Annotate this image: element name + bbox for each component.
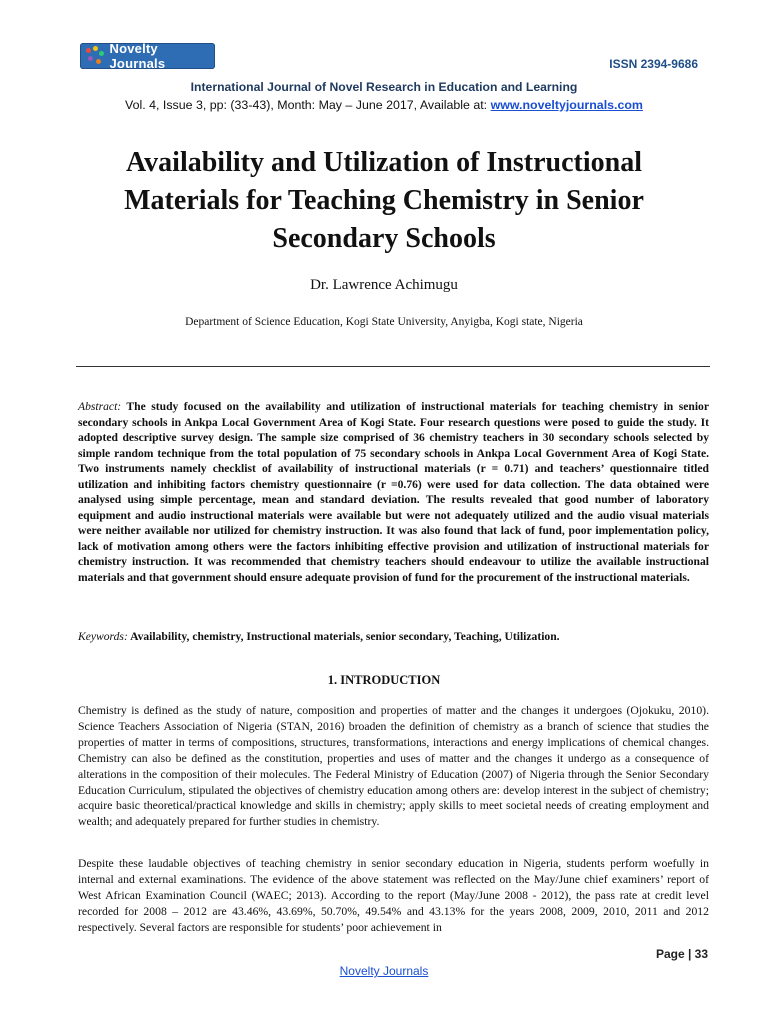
page-number: Page | 33 (655, 947, 708, 961)
abstract-label: Abstract: (78, 400, 122, 413)
journal-url-link[interactable]: www.noveltyjournals.com (490, 98, 643, 112)
logo-text: Novelty Journals (109, 41, 166, 71)
abstract (78, 399, 709, 585)
volume-line (0, 98, 768, 112)
footer-publisher-link[interactable]: Novelty Journals (339, 964, 429, 978)
logo-dots-icon (84, 45, 106, 67)
affiliation: Department of Science Education, Kogi State University, Anyigba, Kogi state, Nigeria (185, 316, 583, 328)
journal-title: International Journal of Novel Research in Education and Learning (190, 80, 578, 94)
paper-title: Availability and Utilization of Instructional Materials for Teaching Chemistry in Senior Secondary Schools (124, 147, 644, 254)
volume-text: Vol. 4, Issue 3, pp: (33-43), Month: May – June 2017, Available at: (125, 98, 491, 112)
keywords (78, 630, 709, 643)
section-heading: 1. INTRODUCTION (327, 673, 441, 687)
author: Dr. Lawrence Achimugu (310, 277, 458, 293)
keywords-text: Availability, chemistry, Instructional materials, senior secondary, Teaching, Utilization. (127, 630, 560, 643)
keywords-label: Keywords: (78, 630, 128, 643)
abstract-text: The study focused on the availability and utilization of instructional materials for teaching chemistry in senior secondary schools in Ankpa Local Government Area of Kogi State. Four research questions were posed to guide the study. It adopted descriptive survey design. The sample size comprised of 36 chemistry teachers in 30 secondary schools selected by simple random technique from the total population of 75 secondary schools in Ankpa Local Government Area of Kogi State. Two instruments namely checklist of availability of instructional materials (r = 0.71) and teachers’ questionnaire titled utilization and inhibiting factors chemistry questionnaire (r =0.76) were used for data collection. The data obtained were analysed using simple percentage, mean and standard deviation. The results revealed that good number of laboratory equipment and audio instructional materials were available but were not adequately utilized and the audio visual materials were neither available nor utilized for chemistry instruction. It was also found that lack of fund, poor implementation policy, lack of motivation among others were the factors inhibiting effective provision and utilization of instructional materials for chemistry instruction. It was recommended that chemistry teachers should endeavour to utilize the available instructional materials and that government should ensure adequate provision of fund for the procurement of the instructional materials. (78, 400, 709, 584)
publisher-logo (80, 43, 215, 69)
issn: ISSN 2394-9686 (609, 57, 698, 71)
intro-paragraph-2: Despite these laudable objectives of teaching chemistry in senior secondary education in Nigeria, students perform woefully in internal and external examinations. The evidence of the above statement was reflected on the May/June chief examiners’ report of West African Examination Council (WAEC; 2013). According to the report (May/June 2008 - 2012), the pass rate at credit level recorded for 2008 – 2012 are 43.46%, 43.69%, 50.70%, 49.54% and 43.13% for the years 2008, 2009, 2010, 2011 and 2012 respectively. Several factors are responsible for students’ poor achievement in (78, 857, 709, 934)
divider (76, 366, 710, 367)
intro-paragraph-1: Chemistry is defined as the study of nature, composition and properties of matter and the changes it undergoes (Ojokuku, 2010). Science Teachers Association of Nigeria (STAN, 2016) broaden the definition of chemistry as a branch of science that studies the properties of matter in terms of compositions, structures, transformations, interactions and energy implications of chemical changes. Chemistry can also be defined as the constitution, properties and uses of matter and the changes it undergo as a consequence of alterations in the composition of their molecules. The Federal Ministry of Education (2007) of Nigeria through the Senior Secondary Education Curriculum, stipulated the objectives of chemistry education among others are: develop interest in the subject of chemistry; acquire basic theoretical/practical knowledge and skills in chemistry; apply skills to meet societal needs of creating employment and wealth; and adequately prepared for further studies in chemistry. (78, 704, 709, 829)
